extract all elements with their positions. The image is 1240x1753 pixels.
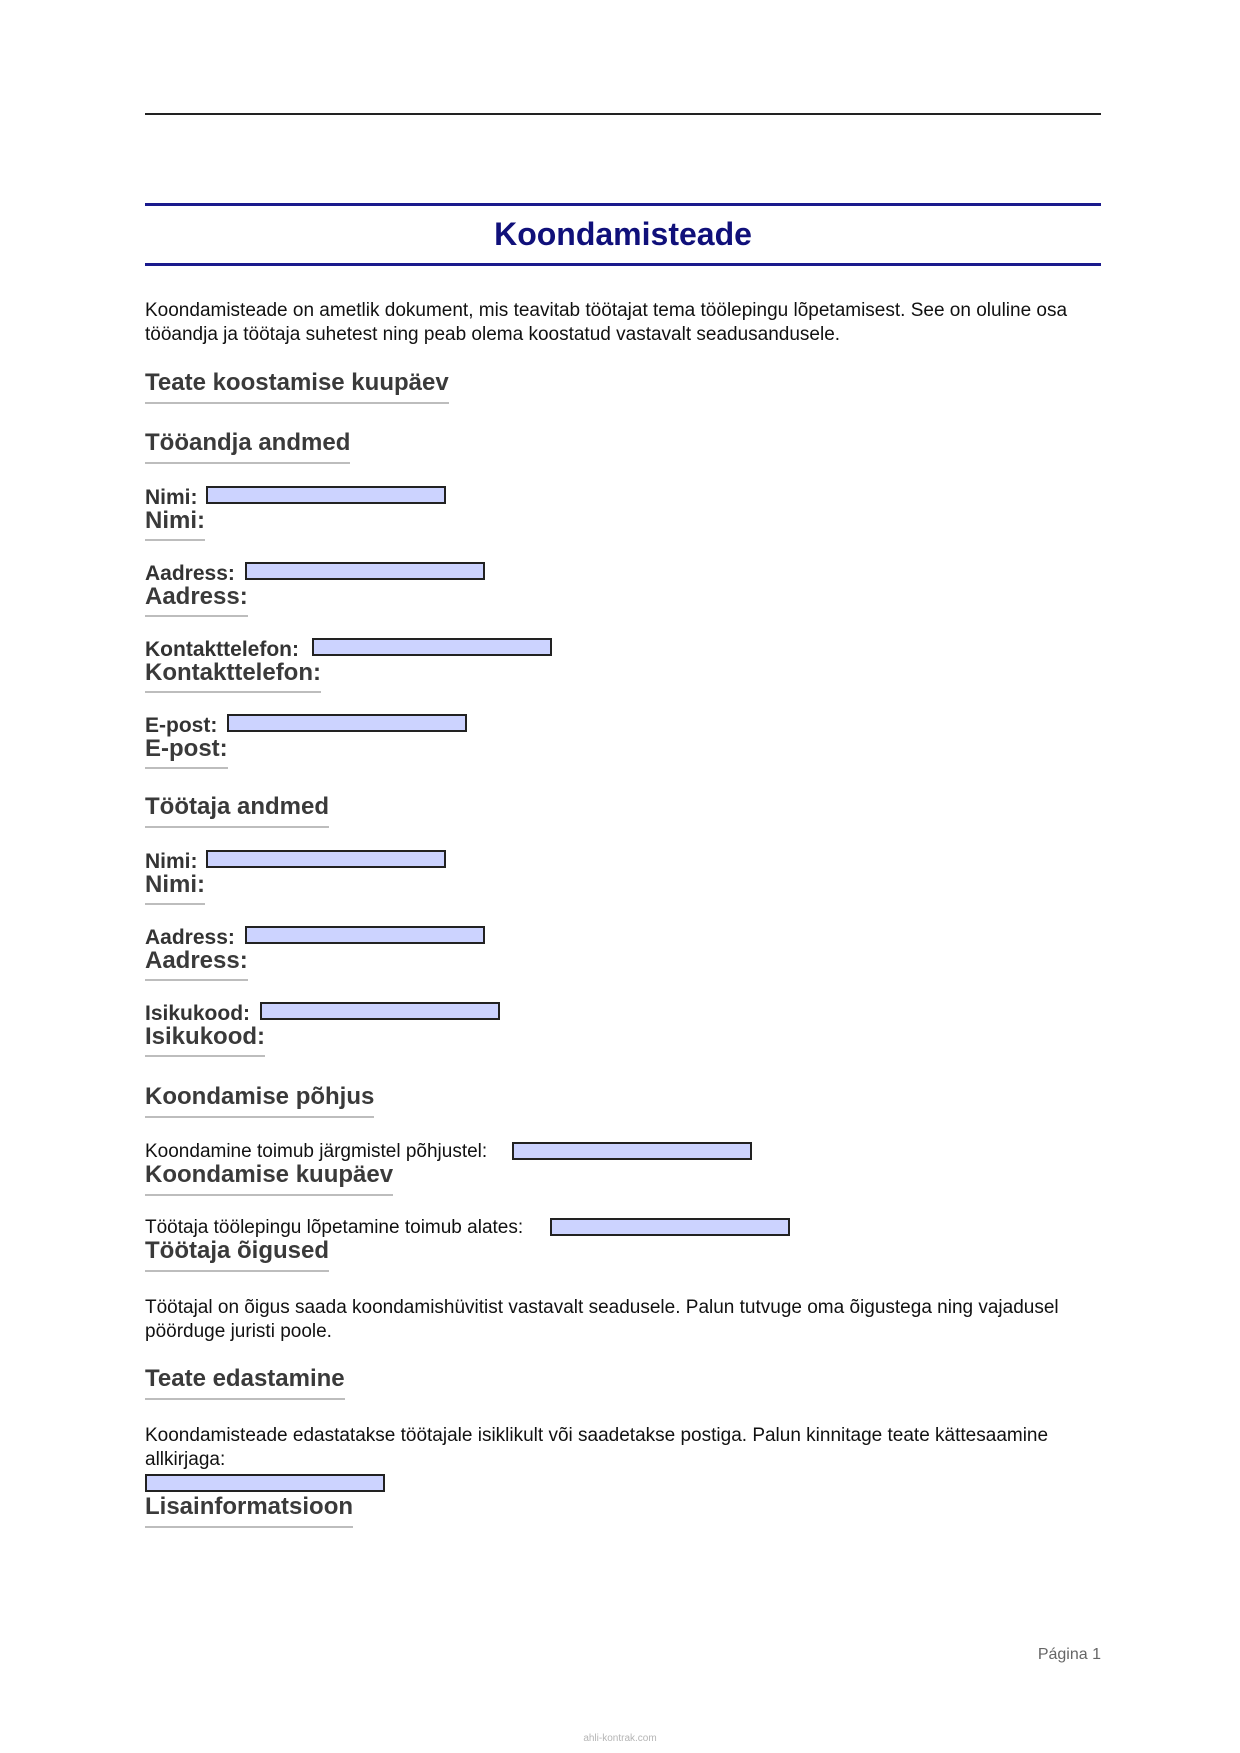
employee-id-field[interactable] — [260, 1002, 500, 1020]
employer-email-field[interactable] — [227, 714, 467, 732]
reason-text: Koondamine toimub järgmistel põhjustel: — [145, 1141, 488, 1162]
delivery-text: Koondamisteade edastatakse töötajale isiklikult või saadetakse postiga. Palun kinnitage teate kättesaamine allkirjaga: — [145, 1425, 1049, 1470]
layoff-date-field[interactable] — [550, 1218, 790, 1236]
employee-address-field[interactable] — [245, 926, 485, 944]
employer-name-field[interactable] — [206, 486, 446, 504]
employer-address-label: Aadress: — [145, 562, 235, 585]
watermark: ahli-kontrak.com — [583, 1733, 657, 1744]
intro-paragraph: Koondamisteade on ametlik dokument, mis teavitab töötajat tema töölepingu lõpetamisest. See on oluline osa tööandja ja töötaja suhetest ning peab olema koostatud vastavalt seadusandusele. — [145, 300, 1068, 345]
heading-layoff-date: Koondamise kuupäev — [145, 1160, 393, 1196]
employer-email-heading: E-post: — [145, 734, 228, 769]
employer-name-label: Nimi: — [145, 486, 198, 509]
heading-extra: Lisainformatsioon — [145, 1492, 353, 1528]
page-title: Koondamisteade — [494, 216, 752, 252]
title-band — [145, 203, 1101, 266]
employer-name-heading: Nimi: — [145, 506, 205, 541]
heading-employee: Töötaja andmed — [145, 792, 329, 828]
rights-text: Töötajal on õigus saada koondamishüvitist vastavalt seadusele. Palun tutvuge oma õigustega ning vajadusel pöörduge juristi poole. — [145, 1297, 1059, 1342]
employee-id-heading: Isikukood: — [145, 1022, 265, 1057]
heading-delivery: Teate edastamine — [145, 1364, 345, 1400]
heading-rights: Töötaja õigused — [145, 1236, 329, 1272]
employer-address-field[interactable] — [245, 562, 485, 580]
employer-phone-heading: Kontakttelefon: — [145, 658, 321, 693]
employee-address-label: Aadress: — [145, 926, 235, 949]
employee-name-label: Nimi: — [145, 850, 198, 873]
layoff-date-text: Töötaja töölepingu lõpetamine toimub alates: — [145, 1217, 524, 1238]
employee-id-label: Isikukood: — [145, 1002, 251, 1025]
employee-address-heading: Aadress: — [145, 946, 248, 981]
employer-phone-label: Kontakttelefon: — [145, 638, 299, 661]
top-rule — [145, 113, 1101, 115]
signature-field[interactable] — [145, 1474, 385, 1492]
heading-date: Teate koostamise kuupäev — [145, 368, 449, 404]
employee-name-heading: Nimi: — [145, 870, 205, 905]
employer-email-label: E-post: — [145, 714, 218, 737]
reason-field[interactable] — [512, 1142, 752, 1160]
employer-phone-field[interactable] — [312, 638, 552, 656]
employer-address-heading: Aadress: — [145, 582, 248, 617]
heading-reason: Koondamise põhjus — [145, 1082, 374, 1118]
heading-employer: Tööandja andmed — [145, 428, 350, 464]
employee-name-field[interactable] — [206, 850, 446, 868]
page-number: Página 1 — [1037, 1646, 1101, 1663]
